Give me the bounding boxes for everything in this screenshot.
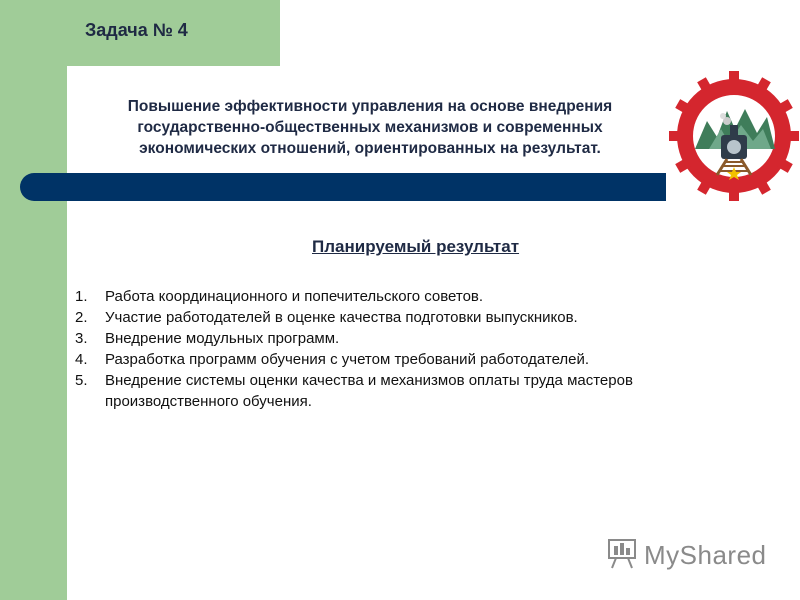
header-divider-bar bbox=[20, 173, 666, 201]
list-number: 3. bbox=[75, 330, 88, 347]
list-text: Внедрение модульных программ. bbox=[105, 330, 340, 347]
list-text: Разработка программ обучения с учетом требований работодателей. bbox=[105, 351, 590, 368]
slide-heading: Повышение эффективности управления на основе внедрения государственно-общественных механизмов и современных экономических отношений, ориентированных на результат. bbox=[127, 98, 613, 157]
section-title: Планируемый результат bbox=[312, 237, 520, 256]
presentation-board-icon bbox=[606, 536, 640, 575]
list-item bbox=[75, 328, 765, 349]
watermark-text: MyShared bbox=[644, 539, 767, 570]
list-text: Участие работодателей в оценке качества подготовки выпускников. bbox=[105, 309, 578, 326]
left-green-strip bbox=[0, 0, 67, 600]
list-number: 2. bbox=[75, 309, 88, 326]
list-text: Внедрение системы оценки качества и механизмов оплаты труда мастеров производственного обучения. bbox=[105, 372, 633, 410]
list-item bbox=[75, 307, 765, 328]
list-item bbox=[75, 370, 765, 412]
watermark bbox=[606, 538, 766, 572]
list-item bbox=[75, 286, 765, 307]
school-emblem-icon bbox=[669, 71, 799, 201]
list-number: 1. bbox=[75, 288, 88, 305]
list-item bbox=[75, 349, 765, 370]
task-title: Задача № 4 bbox=[85, 20, 188, 40]
list-text: Работа координационного и попечительского советов. bbox=[105, 288, 484, 305]
list-number: 4. bbox=[75, 351, 88, 368]
list-number: 5. bbox=[75, 372, 88, 389]
results-list bbox=[75, 286, 765, 412]
